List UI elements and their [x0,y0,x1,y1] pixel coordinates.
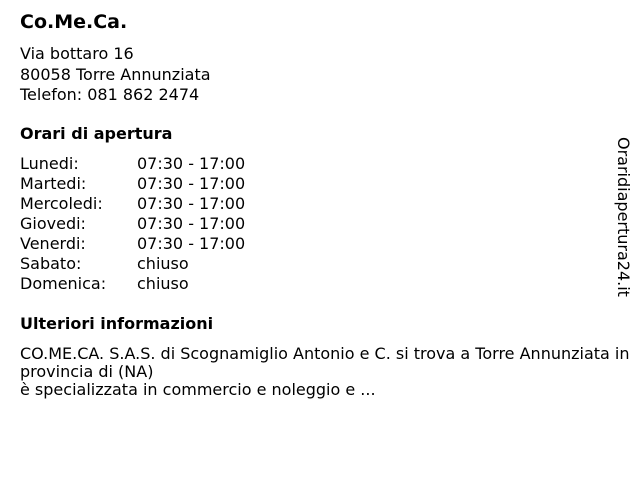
address-city: 80058 Torre Annunziata [20,64,211,84]
info-description: CO.ME.CA. S.A.S. di Scognamiglio Antonio e C. si trova a Torre Annunziata in provincia di (NA) [20,344,630,381]
day-label: Mercoledi: [20,194,103,213]
time-value: 07:30 - 17:00 [137,194,246,213]
time-value: chiuso [137,254,189,273]
business-name: Co.Me.Ca. [20,11,128,33]
more-info-text [20,345,632,399]
time-value: 07:30 - 17:00 [137,214,246,233]
day-label: Sabato: [20,254,82,273]
phone-number: Telefon: 081 862 2474 [20,85,200,104]
site-watermark: Oraridiapertura24.it [614,137,633,297]
time-value: 07:30 - 17:00 [137,174,246,193]
info-description-more: è specializzata in commercio e noleggio e ... [20,380,376,399]
day-label: Domenica: [20,274,107,293]
address-street: Via bottaro 16 [20,44,134,63]
day-label: Martedi: [20,174,87,193]
time-value: 07:30 - 17:00 [137,154,246,173]
day-label: Venerdi: [20,234,86,253]
more-info-heading: Ulteriori informazioni [20,314,214,333]
day-label: Giovedi: [20,214,86,233]
business-address [20,44,211,106]
day-label: Lunedi: [20,154,79,173]
opening-hours-heading: Orari di apertura [20,124,173,143]
time-value: chiuso [137,274,189,293]
time-value: 07:30 - 17:00 [137,234,246,253]
